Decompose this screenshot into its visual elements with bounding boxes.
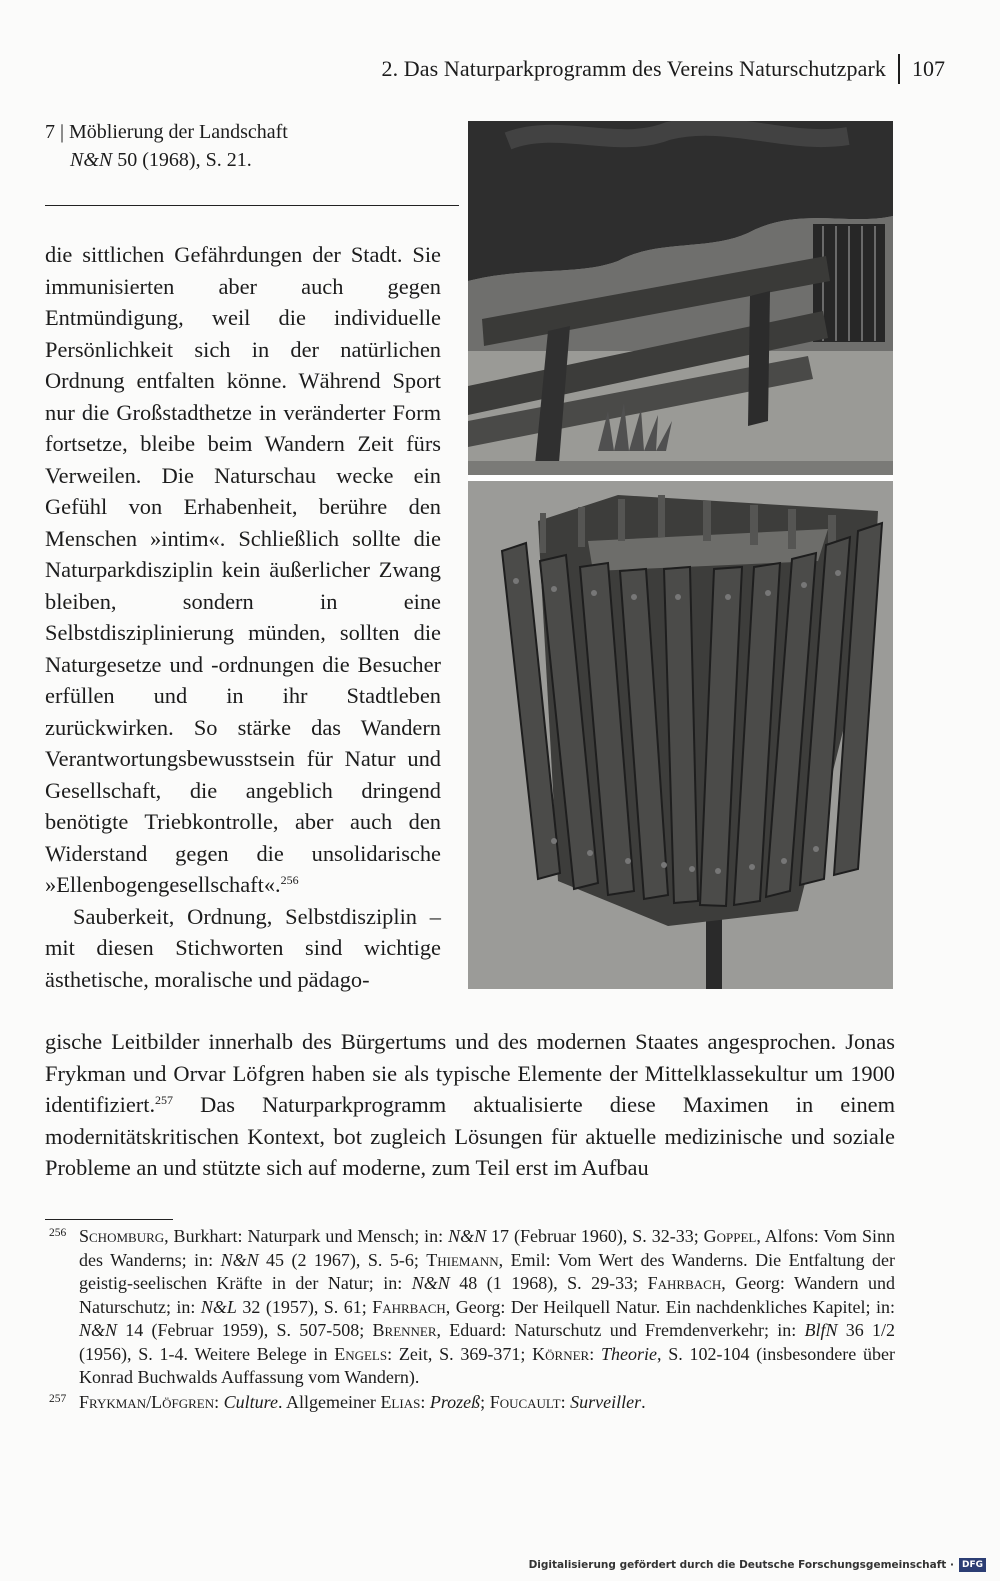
work-title: Theorie <box>600 1343 657 1364</box>
dfg-logo: DFG <box>959 1558 986 1572</box>
citation-text: . Allgemeiner <box>277 1391 381 1412</box>
figure-caption <box>45 118 455 174</box>
author-name: Goppel <box>703 1226 757 1246</box>
footnote-number: 257 <box>49 1392 67 1405</box>
work-title: Surveiller <box>570 1391 642 1412</box>
citation-text: , Georg: Wandern und Naturschutz; in: <box>79 1273 896 1317</box>
author-name: Schomburg <box>79 1226 165 1246</box>
citation-text: 45 (2 1967), S. 5-6; <box>258 1249 427 1270</box>
citation-text: : <box>560 1391 571 1412</box>
author-name: Fahrbach <box>372 1296 446 1317</box>
caption-title: 7 | Möblierung der Landschaft <box>45 121 288 143</box>
caption-citation: 50 (1968), S. 21. <box>112 149 252 171</box>
citation-text: : <box>589 1343 601 1364</box>
footnote-257 <box>45 1391 895 1415</box>
header-divider <box>898 54 900 84</box>
citation-text: : <box>214 1391 224 1412</box>
citation-text: 36 1/2 (1956), S. 1-4. Weitere Belege in <box>79 1320 895 1364</box>
journal-abbr: BlfN <box>804 1320 838 1340</box>
figure-image <box>468 121 893 989</box>
author-name: Körner <box>532 1343 590 1364</box>
page-number: 107 <box>912 56 945 81</box>
citation-text: 48 (1 1968), S. 29-33; <box>449 1273 648 1293</box>
work-title: Culture <box>223 1391 278 1412</box>
citation-text: 17 (Februar 1960), S. 32-33; <box>486 1226 704 1246</box>
body-paragraph-1 <box>45 239 441 901</box>
journal-abbr: N&N <box>220 1249 259 1270</box>
citation-text: 14 (Februar 1959), S. 507-508; <box>117 1320 373 1340</box>
caption-divider <box>45 205 459 206</box>
citation-text: ; <box>480 1391 490 1412</box>
author-name: Frykman/Löfgren <box>79 1391 215 1412</box>
citation-text: , S. 102-104 (insbesondere über Konrad Buchwalds Auffassung vom Wandern). <box>79 1343 895 1387</box>
digitization-footer <box>529 1555 986 1575</box>
author-name: Thiemann <box>426 1249 499 1270</box>
running-header <box>320 52 945 86</box>
footnote-ref-256[interactable]: 256 <box>280 873 299 887</box>
footnote-divider <box>45 1219 173 1220</box>
journal-abbr: N&N <box>448 1226 487 1246</box>
footnote-256 <box>45 1225 895 1390</box>
body-fullwidth <box>45 1026 895 1184</box>
journal-abbr: N&L <box>200 1296 237 1317</box>
chapter-title: 2. Das Naturparkprogramm des Vereins Naturschutzpark <box>381 56 886 81</box>
footnote-number: 256 <box>49 1227 67 1239</box>
author-name: Brenner <box>372 1320 437 1340</box>
work-title: Prozeß <box>429 1391 481 1412</box>
body-column <box>45 239 441 995</box>
paragraph-text: gische Leitbilder innerhalb des Bürgertums und des modernen Staates angesprochen. Jonas Frykman und Orvar Löfgren haben sie als typische Elemente der Mittelklassekultur um 1900 identifiziert. <box>45 1029 895 1117</box>
author-name: Elias <box>380 1391 421 1412</box>
citation-text: , Emil: Vom Wert des Wanderns. Die Entfaltung der geistig-seelischen Kräfte in der Natur; in: <box>79 1249 895 1293</box>
digitization-note: Digitalisierung gefördert durch die Deutsche Forschungsgemeinschaft · <box>528 1559 954 1571</box>
author-name: Fahrbach <box>647 1273 722 1293</box>
paragraph-text: Das Naturparkprogramm aktualisierte diese Maximen in einem modernitätskritischen Kontext, bot zugleich Lösungen für aktuelle medizinische und soziale Probleme an und stützte sich auf moderne, zum Teil erst im Aufbau <box>45 1092 895 1180</box>
caption-source <box>45 146 455 174</box>
author-name: Foucault <box>489 1391 561 1412</box>
bench-photo <box>468 121 893 475</box>
journal-abbr: N&N <box>79 1320 118 1340</box>
paragraph-text: die sittlichen Gefährdungen der Stadt. Sie immunisierten aber auch gegen Entmündigung, weil die individuelle Persönlichkeit sich in der natürlichen Ordnung entfalten könne. Während Sport nur die Großstadthetze in veränderter Form fortsetze, bleibe beim Wandern Zeit fürs Verweilen. Die Naturschau wecke ein Gefühl von Erhabenheit, berühre den Menschen »intim«. Schließlich sollte die Naturparkdisziplin kein äußerlicher Zwang bleiben, sondern in eine Selbstdisziplinierung münden, sollten die Naturgesetze und -ordnungen die Besucher erfüllen und in ihr Stadtleben zurückwirken. So stärke das Wandern Verantwortungsbewusstsein für Natur und Gesellschaft, die angeblich dringend benötigte Triebkontrolle, aber auch den Widerstand gegen die unsolidarische »Ellenbogengesellschaft«. <box>45 242 441 897</box>
body-paragraph-2-start: Sauberkeit, Ordnung, Selbstdisziplin – mit diesen Stichworten sind wichtige ästhetische, moralische und pädago- <box>45 903 441 992</box>
author-name: Engels <box>334 1343 388 1364</box>
citation-text: , Georg: Der Heilquell Natur. Ein nachdenkliches Kapitel; in: <box>445 1296 896 1317</box>
citation-text: 32 (1957), S. 61; <box>236 1296 373 1317</box>
body-paragraph-2-continued <box>45 1026 895 1184</box>
citation-text: . <box>641 1391 646 1412</box>
litter-bin-photo <box>468 481 893 989</box>
citation-text: , Alfons: Vom Sinn des Wanderns; in: <box>79 1226 895 1270</box>
footnotes <box>45 1225 895 1415</box>
caption-journal: N&N <box>70 149 113 171</box>
citation-text: : Zeit, S. 369-371; <box>387 1343 533 1364</box>
citation-text: : <box>420 1391 430 1412</box>
journal-abbr: N&N <box>411 1273 450 1293</box>
citation-text: , Eduard: Naturschutz und Fremdenverkehr; in: <box>436 1320 805 1340</box>
citation-text: , Burkhart: Naturpark und Mensch; in: <box>164 1226 449 1246</box>
footnote-ref-257[interactable]: 257 <box>155 1093 174 1107</box>
